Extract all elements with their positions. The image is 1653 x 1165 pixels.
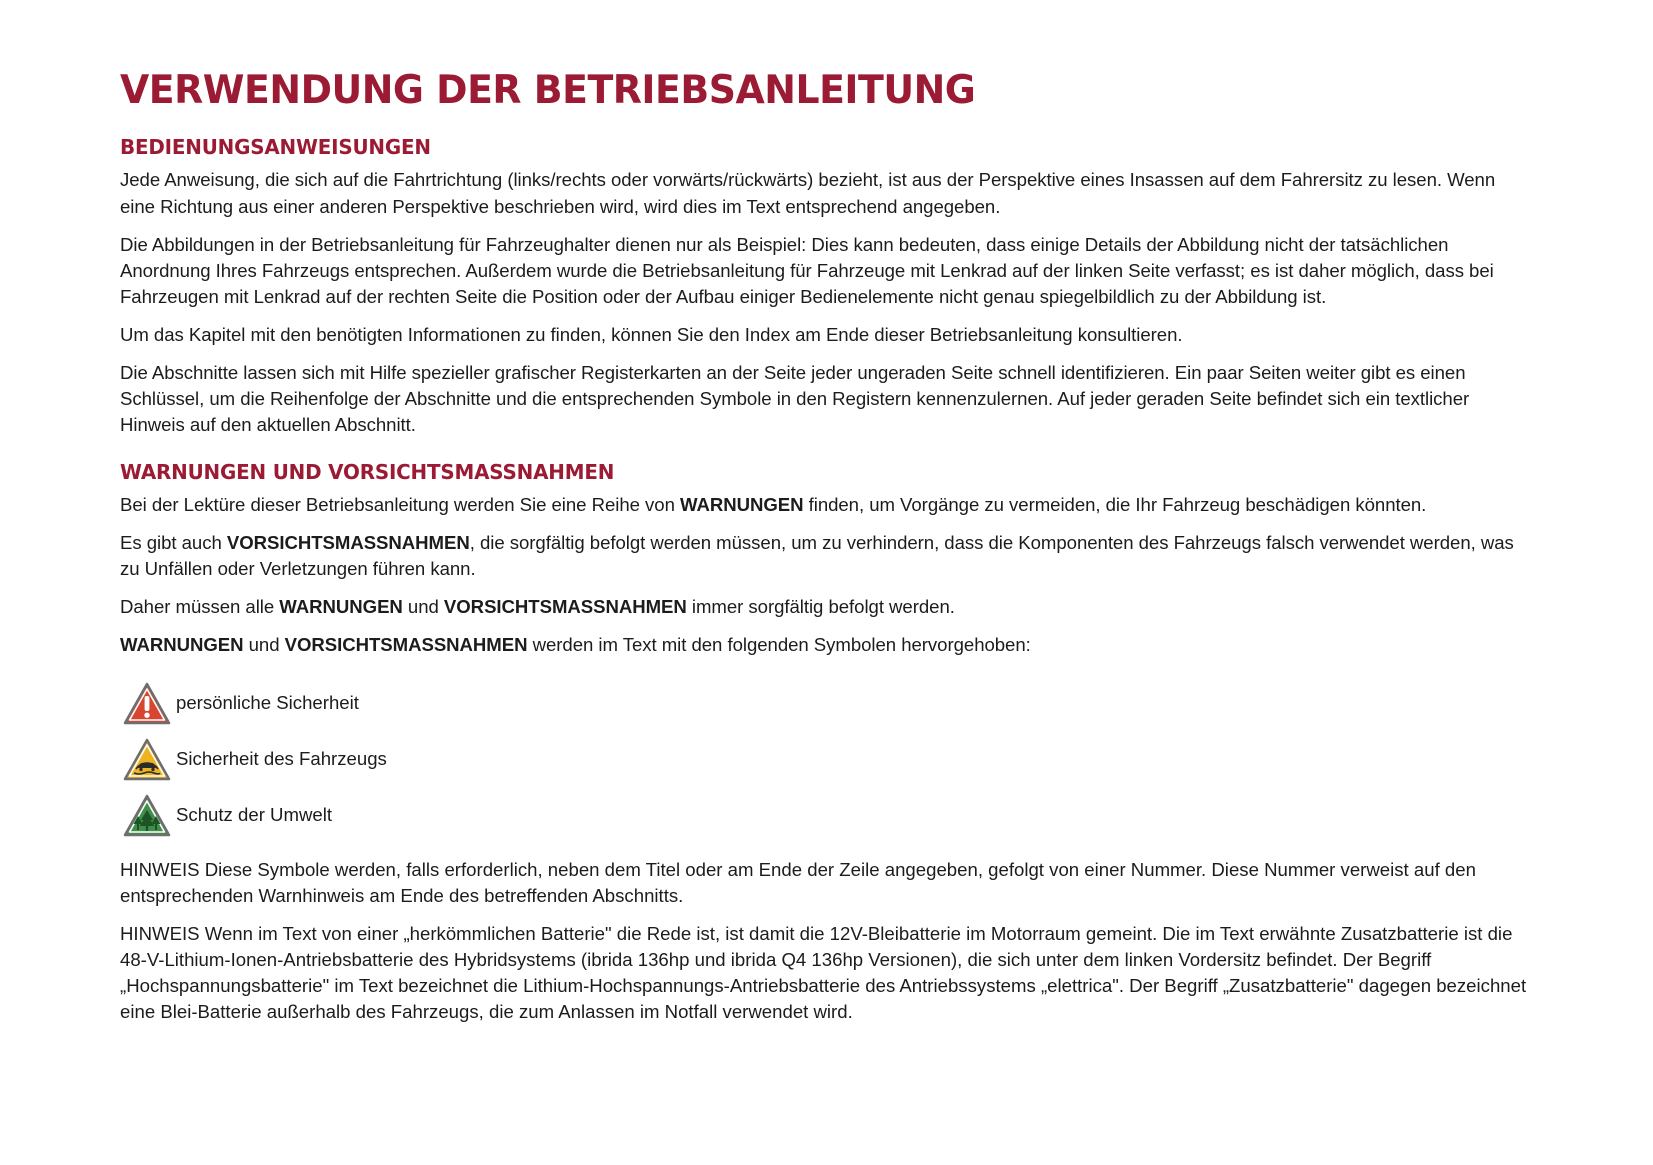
paragraph-precautions — [120, 530, 1533, 582]
legend-label: Sicherheit des Fahrzeugs — [176, 748, 387, 770]
section-heading-operating-instructions: BEDIENUNGSANWEISUNGEN — [120, 134, 431, 159]
text-bold-vorsichtsmassnahmen: VORSICHTSMASSNAHMEN — [443, 596, 687, 618]
text-fragment: Daher müssen alle — [120, 596, 280, 618]
paragraph-follow-all — [120, 594, 1533, 620]
text-fragment: werden im Text mit den folgenden Symbolen hervorgehoben: — [527, 634, 1031, 656]
text-fragment: immer sorgfältig befolgt werden. — [686, 596, 955, 618]
warning-triangle-green-trees-icon — [120, 792, 174, 840]
legend-label: Schutz der Umwelt — [176, 804, 333, 826]
text-fragment: Bei der Lektüre dieser Betriebsanleitung werden Sie eine Reihe von — [120, 494, 680, 516]
legend-item-vehicle-safety — [120, 733, 1533, 787]
notes-block — [120, 857, 1533, 1025]
page-title: VERWENDUNG DER BETRIEBSANLEITUNG — [120, 68, 976, 113]
text-fragment: und — [243, 634, 285, 656]
warning-triangle-red-icon — [120, 680, 174, 728]
legend-item-personal-safety — [120, 677, 1533, 731]
text-bold-warnungen: WARNUNGEN — [679, 494, 804, 516]
paragraph-symbols-intro — [120, 632, 1533, 658]
note-batteries: HINWEIS Wenn im Text von einer „herkömmlichen Batterie" die Rede ist, ist damit die 12V-Bleibatterie im Motorraum gemeint. Die im Text erwähnte Zusatzbatterie ist die 48-V-Lithium-Ionen-Antriebsbatterie des Hybridsystems (ibrida 136hp und ibrida Q4 136hp Versionen), die sich unter dem linken Vordersitz befindet. Der Begriff „Hochspannungsbatterie" im Text bezeichnet die Lithium-Hochspannungs-Antriebsbatterie des Antriebssystems „elettrica". Der Begriff „Zusatzbatterie" dagegen bezeichnet eine Blei-Batterie außerhalb des Fahrzeugs, die zum Anlassen im Notfall verwendet wird. — [120, 922, 1527, 1022]
paragraph-illustrations: Die Abbildungen in der Betriebsanleitung für Fahrzeughalter dienen nur als Beispiel: Dies kann bedeuten, dass einige Details der Abbildung nicht der tatsächlichen Anordnung Ihres Fahrzeugs entsprechen. Außerdem wurde die Betriebsanleitung für Fahrzeuge mit Lenkrad auf der linken Seite verfasst; es ist daher möglich, dass bei Fahrzeugen mit Lenkrad auf der rechten Seite die Position oder der Aufbau einiger Bedienelemente nicht genau spiegelbildlich zu der Abbildung ist. — [120, 233, 1494, 307]
symbol-legend — [120, 677, 1533, 843]
text-fragment: , die sorgfältig befolgt werden müssen, um zu verhindern, dass die Komponenten des Fahrzeugs falsch verwendet werden, was zu Unfällen oder Verletzungen führen kann. — [120, 532, 1514, 580]
legend-label: persönliche Sicherheit — [176, 692, 359, 714]
text-bold-warnungen: WARNUNGEN — [279, 596, 403, 618]
paragraph-warnings-intro — [120, 492, 1533, 518]
paragraph-index: Um das Kapitel mit den benötigten Informationen zu finden, können Sie den Index am Ende dieser Betriebsanleitung konsultieren. — [120, 323, 1183, 345]
text-fragment: Es gibt auch — [120, 532, 227, 554]
text-fragment: und — [402, 596, 444, 618]
warning-triangle-yellow-skidding-car-icon — [120, 736, 174, 784]
text-bold-warnungen: WARNUNGEN — [120, 634, 244, 656]
text-bold-vorsichtsmassnahmen: VORSICHTSMASSNAHMEN — [226, 532, 470, 554]
paragraph-tabs: Die Abschnitte lassen sich mit Hilfe spezieller grafischer Registerkarten an der Seite jeder ungeraden Seite schnell identifizieren. Ein paar Seiten weiter gibt es einen Schlüssel, um die Reihenfolge der Abschnitte und die entsprechenden Symbole in den Registern kennenzulernen. Auf jeder geraden Seite befindet sich ein textlicher Hinweis auf den aktuellen Abschnitt. — [120, 361, 1470, 435]
text-bold-vorsichtsmassnahmen: VORSICHTSMASSNAHMEN — [284, 634, 528, 656]
text-fragment: finden, um Vorgänge zu vermeiden, die Ihr Fahrzeug beschädigen könnten. — [803, 494, 1427, 516]
section-heading-warnings: WARNUNGEN UND VORSICHTSMASSNAHMEN — [120, 459, 615, 484]
note-symbols: HINWEIS Diese Symbole werden, falls erforderlich, neben dem Titel oder am Ende der Zeile angegeben, gefolgt von einer Nummer. Diese Nummer verweist auf den entsprechenden Warnhinweis am Ende des betreffenden Abschnitts. — [120, 858, 1476, 906]
paragraph-driving-direction: Jede Anweisung, die sich auf die Fahrtrichtung (links/rechts oder vorwärts/rückwärts) bezieht, ist aus der Perspektive eines Insassen auf dem Fahrersitz zu lesen. Wenn eine Richtung aus einer anderen Perspektive beschrieben wird, wird dies im Text entsprechend angegeben. — [120, 169, 1496, 217]
legend-item-environment-protection — [120, 789, 1533, 843]
